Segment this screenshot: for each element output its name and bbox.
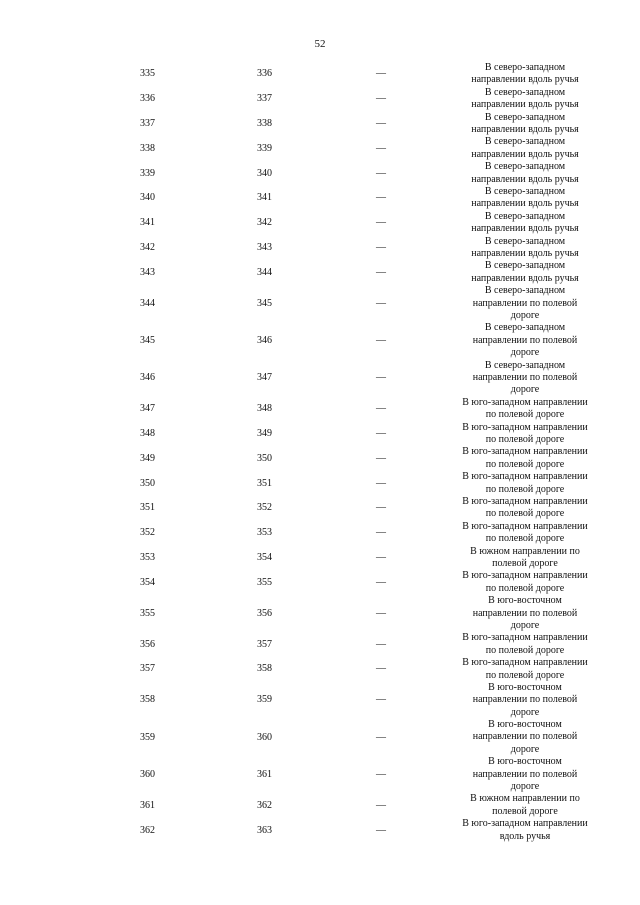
page-number: 52 xyxy=(314,38,326,50)
distance-cell: — xyxy=(376,217,386,229)
point-from: 353 xyxy=(140,551,155,563)
point-from: 341 xyxy=(140,217,155,229)
table-row xyxy=(0,422,640,447)
point-to: 357 xyxy=(257,638,272,650)
table-row xyxy=(0,793,640,818)
distance-cell: — xyxy=(376,93,386,105)
distance-cell: — xyxy=(376,694,386,706)
route-description: В юго-западном направлении по полевой дороге xyxy=(462,471,588,495)
point-from: 354 xyxy=(140,576,155,588)
point-to: 347 xyxy=(257,372,272,384)
point-to: 349 xyxy=(257,427,272,439)
route-description: В северо-западном направлении вдоль ручья xyxy=(471,136,579,160)
table-row xyxy=(0,682,640,719)
distance-cell: — xyxy=(376,527,386,539)
distance-cell: — xyxy=(376,824,386,836)
distance-cell: — xyxy=(376,638,386,650)
point-to: 360 xyxy=(257,731,272,743)
point-from: 345 xyxy=(140,334,155,346)
point-to: 352 xyxy=(257,502,272,514)
table-row xyxy=(0,186,640,211)
distance-cell: — xyxy=(376,607,386,619)
point-to: 341 xyxy=(257,192,272,204)
point-from: 340 xyxy=(140,192,155,204)
route-description: В юго-западном направлении по полевой дороге xyxy=(462,657,588,681)
table-row xyxy=(0,546,640,571)
point-from: 355 xyxy=(140,607,155,619)
route-description: В северо-западном направлении вдоль ручья xyxy=(471,260,579,284)
point-from: 346 xyxy=(140,372,155,384)
route-description: В северо-западном направлении по полевой дороге xyxy=(472,322,578,359)
point-to: 355 xyxy=(257,576,272,588)
distance-cell: — xyxy=(376,502,386,514)
point-to: 358 xyxy=(257,663,272,675)
route-description: В юго-восточном направлении по полевой дороге xyxy=(472,681,578,718)
route-description: В южном направлении по полевой дороге xyxy=(470,545,580,569)
distance-cell: — xyxy=(376,334,386,346)
table-row xyxy=(0,112,640,137)
distance-cell: — xyxy=(376,427,386,439)
distance-cell: — xyxy=(376,167,386,179)
point-from: 342 xyxy=(140,241,155,253)
route-description: В юго-восточном направлении по полевой дороге xyxy=(472,595,578,631)
distance-cell: — xyxy=(376,663,386,675)
table-row xyxy=(0,136,640,161)
point-from: 362 xyxy=(140,824,155,836)
table-row xyxy=(0,260,640,285)
point-to: 340 xyxy=(257,167,272,179)
table-row xyxy=(0,595,640,632)
distance-cell: — xyxy=(376,117,386,129)
point-from: 344 xyxy=(140,297,155,309)
point-to: 354 xyxy=(257,551,272,563)
point-to: 362 xyxy=(257,799,272,811)
route-description: В северо-западном направлении вдоль ручья xyxy=(471,185,579,210)
distance-cell: — xyxy=(376,68,386,80)
distance-cell: — xyxy=(376,142,386,154)
route-description: В северо-западном направлении вдоль ручья xyxy=(471,210,579,235)
distance-cell: — xyxy=(376,297,386,309)
distance-cell: — xyxy=(376,266,386,278)
point-from: 343 xyxy=(140,266,155,278)
point-from: 337 xyxy=(140,117,155,129)
point-from: 361 xyxy=(140,799,155,811)
point-to: 346 xyxy=(257,334,272,346)
point-from: 338 xyxy=(140,142,155,154)
route-description: В северо-западном направлении вдоль ручья xyxy=(471,62,579,86)
point-from: 352 xyxy=(140,527,155,539)
point-from: 339 xyxy=(140,167,155,179)
point-to: 363 xyxy=(257,824,272,836)
point-to: 350 xyxy=(257,452,272,464)
route-description: В северо-западном направлении вдоль ручья xyxy=(471,235,579,259)
table-row xyxy=(0,161,640,186)
table-row xyxy=(0,446,640,471)
table-row xyxy=(0,62,640,87)
point-from: 356 xyxy=(140,638,155,650)
table-row xyxy=(0,236,640,261)
table-row xyxy=(0,818,640,843)
distance-cell: — xyxy=(376,452,386,464)
distance-cell: — xyxy=(376,403,386,415)
route-description: В юго-западном направлении по полевой дороге xyxy=(462,570,588,594)
table-row xyxy=(0,360,640,397)
distance-cell: — xyxy=(376,731,386,743)
point-from: 359 xyxy=(140,731,155,743)
route-description: В юго-западном направлении по полевой дороге xyxy=(462,421,588,445)
distance-cell: — xyxy=(376,799,386,811)
table-row xyxy=(0,521,640,546)
table-row xyxy=(0,756,640,793)
route-description: В северо-западном направлении вдоль ручья xyxy=(471,111,579,135)
point-from: 347 xyxy=(140,403,155,415)
point-from: 335 xyxy=(140,68,155,80)
route-description: В юго-западном направлении по полевой дороге xyxy=(462,396,588,421)
point-from: 357 xyxy=(140,663,155,675)
table-row xyxy=(0,471,640,496)
table-row xyxy=(0,719,640,756)
route-description: В северо-западном направлении по полевой дороге xyxy=(472,285,578,321)
table-row xyxy=(0,285,640,322)
point-to: 342 xyxy=(257,217,272,229)
route-description: В юго-восточном направлении по полевой дороге xyxy=(472,756,578,793)
point-from: 358 xyxy=(140,694,155,706)
distance-cell: — xyxy=(376,241,386,253)
table-row xyxy=(0,397,640,422)
distance-cell: — xyxy=(376,372,386,384)
point-to: 339 xyxy=(257,142,272,154)
point-to: 356 xyxy=(257,607,272,619)
point-to: 359 xyxy=(257,694,272,706)
distance-cell: — xyxy=(376,768,386,780)
table-row xyxy=(0,570,640,595)
point-to: 343 xyxy=(257,241,272,253)
route-description: В юго-западном направлении по полевой дороге xyxy=(462,446,588,470)
point-from: 336 xyxy=(140,93,155,105)
table-row xyxy=(0,322,640,359)
point-to: 337 xyxy=(257,93,272,105)
point-from: 348 xyxy=(140,427,155,439)
point-to: 348 xyxy=(257,403,272,415)
route-description: В юго-западном направлении по полевой дороге xyxy=(462,520,588,545)
route-description: В юго-западном направлении по полевой дороге xyxy=(462,632,588,656)
point-to: 351 xyxy=(257,477,272,489)
route-description: В юго-восточном направлении по полевой дороге xyxy=(472,719,578,755)
point-from: 351 xyxy=(140,502,155,514)
distance-cell: — xyxy=(376,551,386,563)
distance-cell: — xyxy=(376,192,386,204)
route-description: В юго-западном направлении вдоль ручья xyxy=(462,818,588,842)
table-row xyxy=(0,87,640,112)
table-row xyxy=(0,211,640,236)
route-description: В юго-западном направлении по полевой дороге xyxy=(462,495,588,520)
distance-cell: — xyxy=(376,477,386,489)
point-to: 361 xyxy=(257,768,272,780)
table-row xyxy=(0,632,640,657)
point-from: 360 xyxy=(140,768,155,780)
point-to: 353 xyxy=(257,527,272,539)
boundary-table xyxy=(0,62,640,843)
point-to: 336 xyxy=(257,68,272,80)
route-description: В южном направлении по полевой дороге xyxy=(470,793,580,817)
table-row xyxy=(0,657,640,682)
point-from: 349 xyxy=(140,452,155,464)
route-description: В северо-западном направлении по полевой дороге xyxy=(472,359,578,396)
route-description: В северо-западном направлении вдоль ручья xyxy=(471,161,579,185)
point-to: 338 xyxy=(257,117,272,129)
point-from: 350 xyxy=(140,477,155,489)
point-to: 344 xyxy=(257,266,272,278)
table-row xyxy=(0,496,640,521)
point-to: 345 xyxy=(257,297,272,309)
distance-cell: — xyxy=(376,576,386,588)
route-description: В северо-западном направлении вдоль ручья xyxy=(471,86,579,111)
